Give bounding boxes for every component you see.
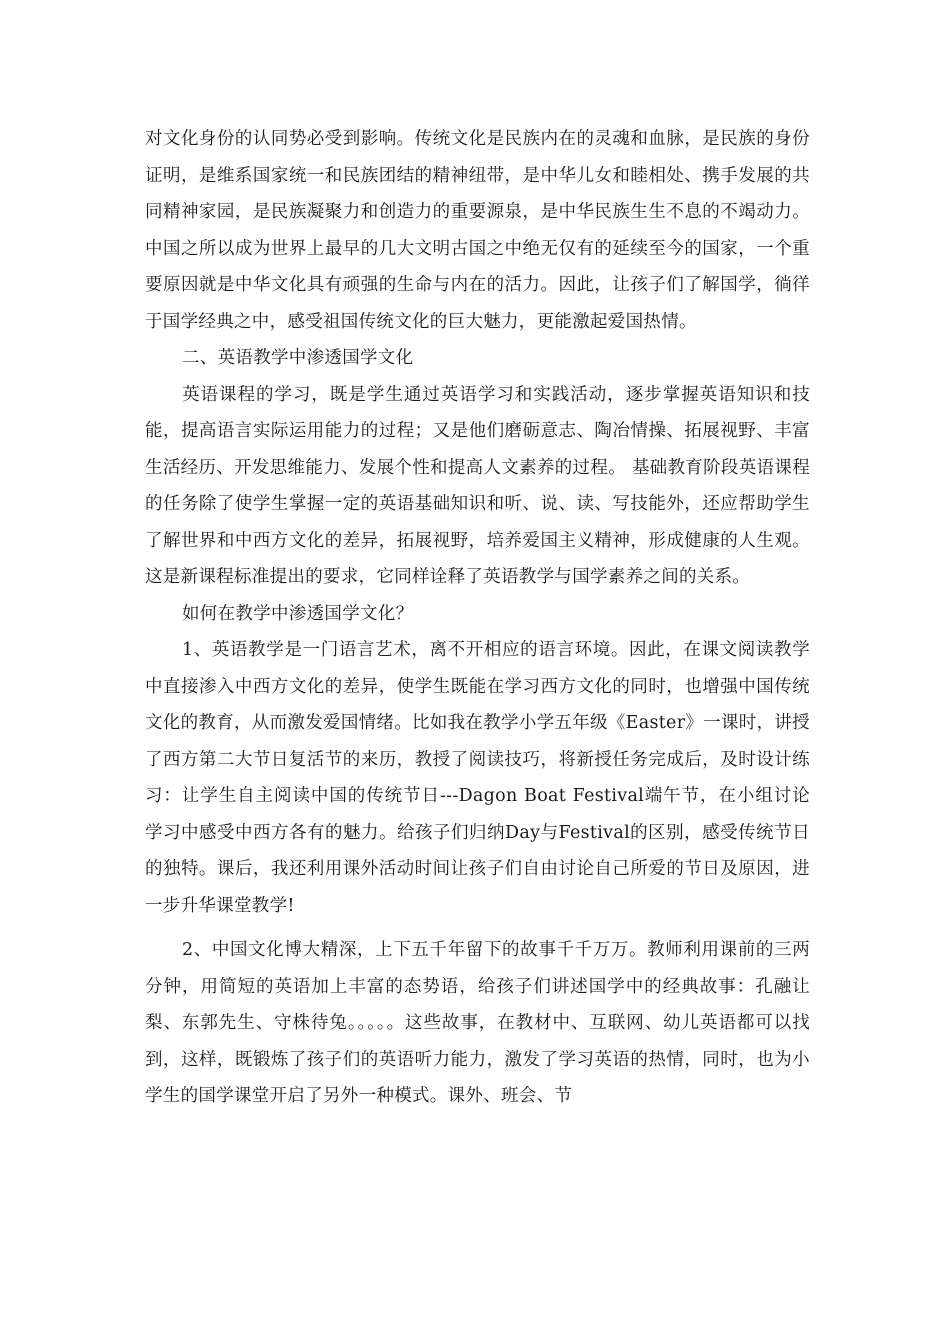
section-heading-english-teaching: 二、英语教学中渗透国学文化 xyxy=(182,348,414,368)
paragraph-point-2: 2、中国文化博大精深，上下五千年留下的故事千千万万。教师利用课前的三两分钟，用简短的英语加上丰富的态势语，给孩子们讲述国学中的经典故事：孔融让梨、东郭先生、守株待兔。。。。。这些故事，在教材中、互联网、幼儿英语都可以找到，这样，既锻炼了孩子们的英语听力能力，激发了学习英语的热情，同时，也为小学生的国学课堂开启了另外一种模式。课外、班会、节 xyxy=(145,940,810,1106)
paragraph-question: 如何在教学中渗透国学文化？ xyxy=(182,603,414,624)
paragraph-english-curriculum: 英语课程的学习，既是学生通过英语学习和实践活动，逐步掌握英语知识和技能，提高语言实际运用能力的过程；又是他们磨砺意志、陶冶情操、拓展视野、丰富生活经历、开发思维能力、发展个性和提高人文素养的过程。 基础教育阶段英语课程的任务除了使学生掌握一定的英语基础知识和听、说、读、写技能外，还应帮助学生了解世界和中西方文化的差异，拓展视野，培养爱国主义精神，形成健康的人生观。这是新课程标准提出的要求，它同样诠释了英语教学与国学素养之间的关系。 xyxy=(145,384,810,587)
paragraph-point-1: 1、英语教学是一门语言艺术，离不开相应的语言环境。因此，在课文阅读教学中直接渗入中西方文化的差异，使学生既能在学习西方文化的同时，也增强中国传统文化的教育，从而激发爱国情绪。比如我在教学小学五年级《Easter》一课时，讲授了西方第二大节日复活节的来历，教授了阅读技巧，将新授任务完成后，及时设计练习：让学生自主阅读中国的传统节日---Dagon Boat Festival端午节，在小组讨论学习中感受中西方各有的魅力。给孩子们归纳Day与Festival的区别，感受传统节日的独特。课后，我还利用课外活动时间让孩子们自由讨论自己所爱的节日及原因，进一步升华课堂教学! xyxy=(145,640,810,916)
paragraph-cultural-identity: 对文化身份的认同势必受到影响。传统文化是民族内在的灵魂和血脉，是民族的身份证明，是维系国家统一和民族团结的精神纽带，是中华儿女和睦相处、携手发展的共同精神家园，是民族凝聚力和创造力的重要源泉，是中华民族生生不息的不竭动力。中国之所以成为世界上最早的几大文明古国之中绝无仅有的延续至今的国家，一个重要原因就是中华文化具有顽强的生命与内在的活力。因此，让孩子们了解国学，徜徉于国学经典之中，感受祖国传统文化的巨大魅力，更能激起爱国热情。 xyxy=(145,129,810,332)
document-body xyxy=(145,121,810,1115)
